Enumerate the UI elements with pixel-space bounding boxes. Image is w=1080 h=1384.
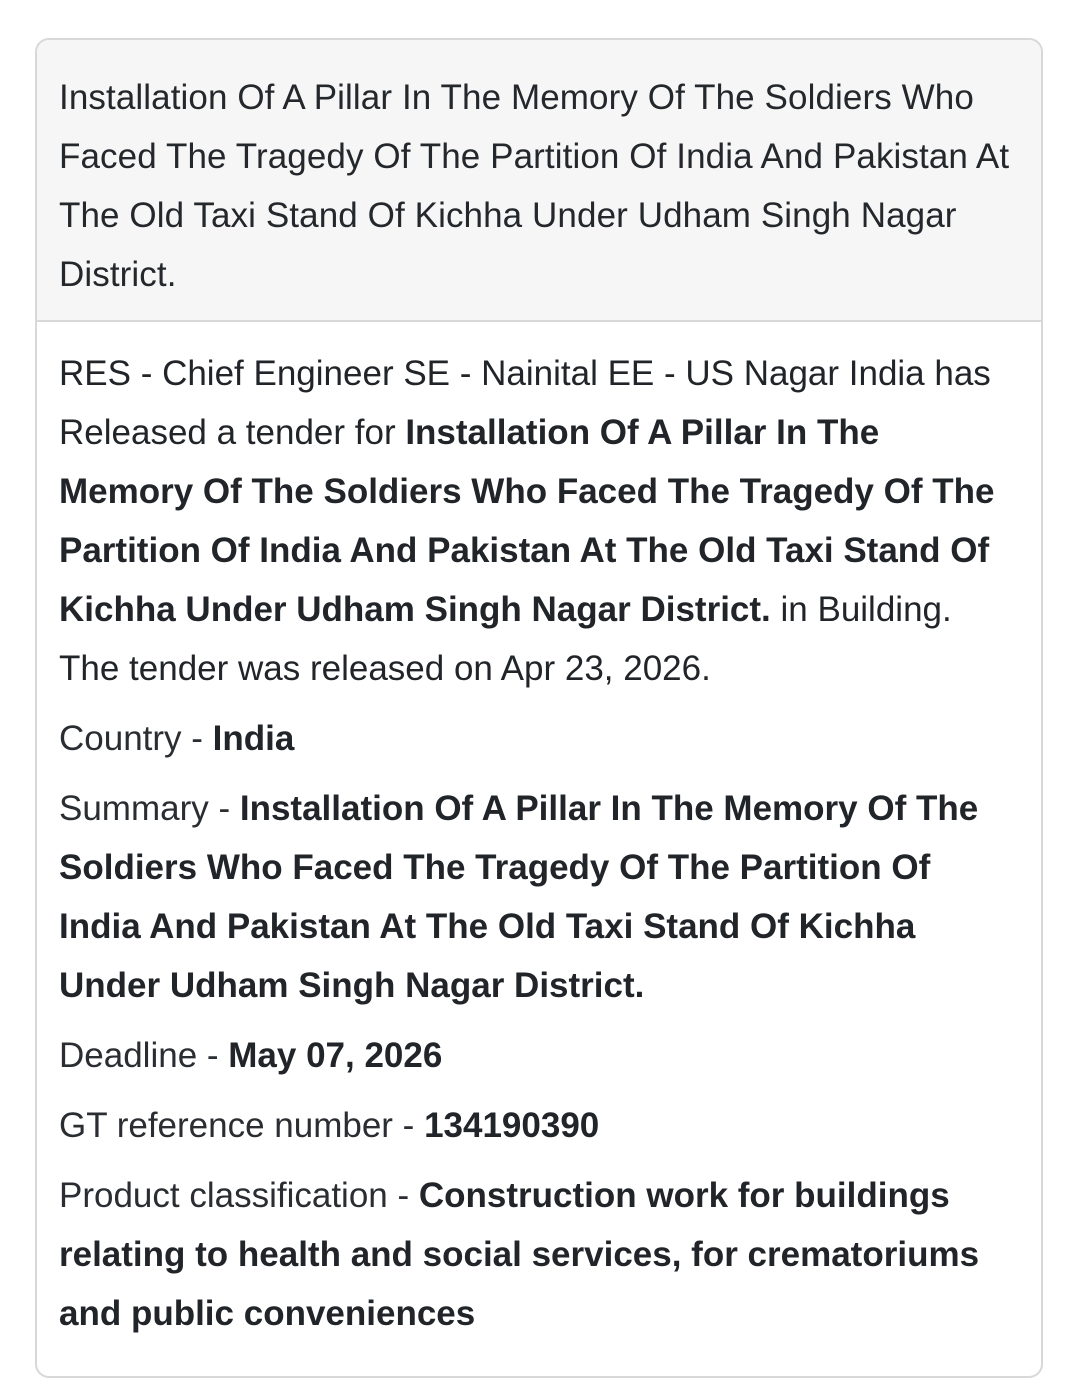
tender-description-title: Installation Of A Pillar In The Memory Of The Soldiers Who Faced The Tragedy Of The Partition Of India And Pakistan At The Old Taxi Stand Of Kichha Under Udham Singh Nagar District. bbox=[59, 413, 995, 629]
field-value: Construction work for buildings relating to health and social services, for crematoriums and public conveniences bbox=[59, 1176, 980, 1333]
field-summary bbox=[59, 779, 1019, 1015]
field-product-classification bbox=[59, 1166, 1019, 1343]
field-deadline bbox=[59, 1026, 1019, 1085]
field-value: India bbox=[212, 719, 295, 758]
tender-details bbox=[37, 322, 1041, 1343]
tender-card bbox=[35, 38, 1043, 1378]
released-text: has Released a tender for bbox=[59, 354, 991, 452]
tender-title: Installation Of A Pillar In The Memory Of The Soldiers Who Faced The Tragedy Of The Partition Of India And Pakistan At The Old Taxi Stand Of Kichha Under Udham Singh Nagar District. bbox=[37, 40, 1041, 322]
field-label: Product classification - bbox=[59, 1176, 419, 1215]
field-value: May 07, 2026 bbox=[228, 1036, 443, 1075]
category-release-text: in Building. The tender was released on Apr 23, 2026. bbox=[59, 590, 952, 688]
issuer-name: RES - Chief Engineer SE - Nainital EE - US Nagar India bbox=[59, 354, 925, 393]
tender-description bbox=[59, 344, 1019, 698]
field-value: 134190390 bbox=[424, 1106, 600, 1145]
field-country bbox=[59, 709, 1019, 768]
field-label: Country - bbox=[59, 719, 213, 758]
field-label: Deadline - bbox=[59, 1036, 229, 1075]
field-label: Summary - bbox=[59, 789, 240, 828]
field-value: Installation Of A Pillar In The Memory Of The Soldiers Who Faced The Tragedy Of The Partition Of India And Pakistan At The Old Taxi Stand Of Kichha Under Udham Singh Nagar District. bbox=[59, 789, 979, 1005]
field-label: GT reference number - bbox=[59, 1106, 425, 1145]
field-gt-reference bbox=[59, 1096, 1019, 1155]
